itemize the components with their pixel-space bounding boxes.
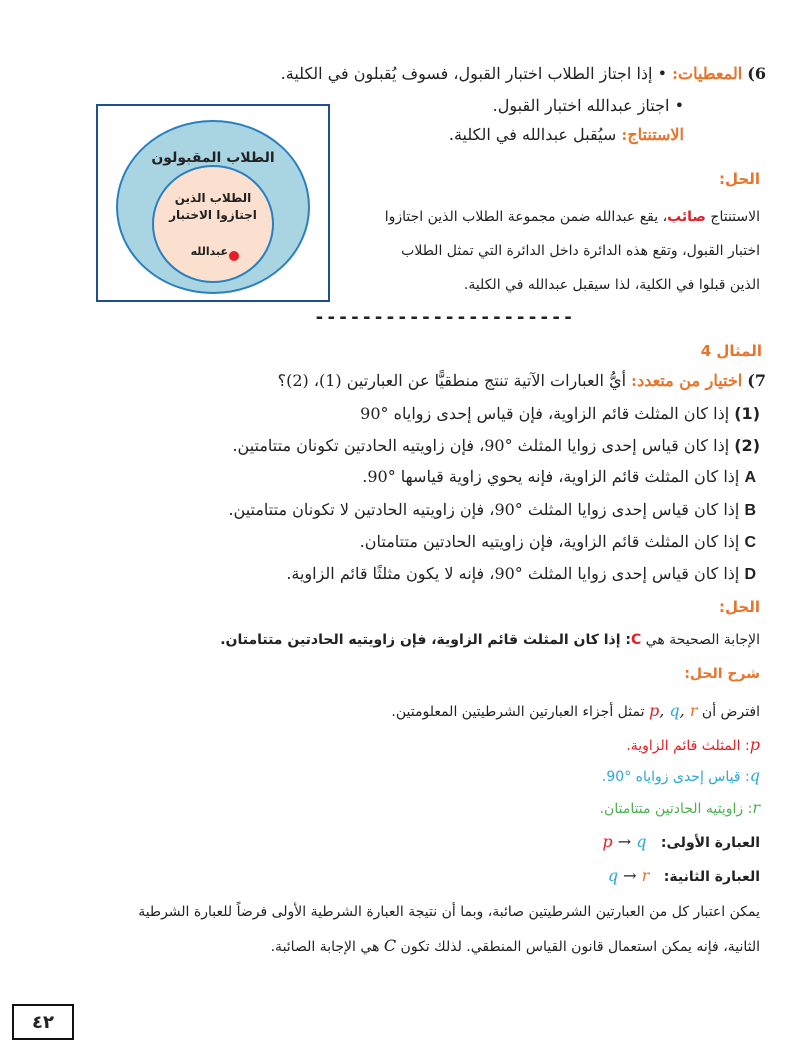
arrow-icon: → [623,866,637,885]
choice-d-text: إذا كان قياس إحدى زوايا المثلث °90، فإنه لا يكون مثلثًا قائم الزاوية. [286,564,740,583]
conclusion-paragraph-line2 [30,936,760,957]
venn-outer-label: الطلاب المقبولون [151,150,275,166]
venn-diagram-frame [96,104,330,302]
example4-mc-label: اختيار من متعدد: [631,371,743,390]
var-r: r [641,866,650,885]
p-definition [626,735,760,756]
para-line2-post: هي الإجابة الصائبة. [270,939,384,955]
q6-number: 6) [747,64,766,83]
assume-line [40,701,760,722]
solution1-heading: الحل: [719,170,760,188]
choice-a-letter: A [744,469,756,486]
var-r: r [689,701,698,720]
q-definition-text: : قياس إحدى زواياه °90. [601,769,750,785]
example4-number: 7) [747,371,766,390]
choice-d-letter: D [744,566,756,583]
r-symbol: r [752,798,760,817]
conclusion-paragraph-line1: يمكن اعتبار كل من العبارتين الشرطيتين صائبة، وبما أن نتيجة العبارة الشرطية الأولى فرضاً للعبارة الشرطية [138,904,760,920]
first-statement [602,832,760,853]
venn-inner-circle [153,166,273,282]
var-q: q [607,866,619,885]
para-line2-pre: الثانية، فإنه يمكن استعمال قانون القياس المنطقي. لذلك تكون [396,939,760,955]
var-q: q [669,701,680,720]
solution1-line1 [340,207,760,227]
venn-point-abdullah [229,251,239,261]
venn-inner-label-line1: الطلاب الذين [174,191,252,205]
second-statement-formula [608,866,650,885]
venn-inner-label [98,190,328,224]
venn-point-label: عبدالله [190,245,228,258]
r-definition [600,798,760,819]
choice-b-text: إذا كان قياس إحدى زوايا المثلث °90، فإن زاويتيه الحادتين لا تكونان متتامتين. [228,500,740,519]
q6-givens-label: المعطيات: [672,64,743,83]
q6-conclusion-label: الاستنتاج: [621,125,684,144]
solution1-line2: اختبار القبول، وتقع هذه الدائرة داخل الدائرة التي تمثل الطلاب [401,243,760,259]
first-statement-formula [602,832,646,851]
q6-given1-line [46,64,766,84]
choice-c [36,532,756,553]
comma: , [679,701,685,720]
example4-question: أيُّ العبارات الآتية تنتج منطقيًّا عن العبارتين (1)، (2)؟ [277,371,627,390]
statement-1-text: إذا كان المثلث قائم الزاوية، فإن قياس إحدى زواياه °90 [360,404,730,423]
solution2-heading: الحل: [719,598,760,616]
second-statement-label: العبارة الثانية: [663,869,760,885]
solution1-line1-post: ، يقع عبدالله ضمن مجموعة الطلاب الذين اجتازوا [384,209,668,225]
explanation-heading: شرح الحل: [684,666,760,682]
choice-c-text: إذا كان المثلث قائم الزاوية، فإن زاويتيه الحادتين متتامتان. [359,532,740,551]
first-statement-label: العبارة الأولى: [660,835,760,851]
statement-2-text: إذا كان قياس إحدى زوايا المثلث °90، فإن زاويتيه الحادتين تكونان متتامتين. [232,436,730,455]
statement-2 [40,436,760,456]
assume-pre: افترض أن [697,704,760,720]
choice-b-letter: B [744,502,756,519]
assume-vars [649,701,698,720]
solution1-line1-pre: الاستنتاج [705,209,760,225]
choice-c-letter: C [744,534,756,551]
p-definition-text: : المثلث قائم الزاوية. [626,738,750,754]
choice-b [36,500,756,521]
q-definition [602,766,760,787]
answer-text: : إذا كان المثلث قائم الزاوية، فإن زاويتيه الحادتين متتامتان. [220,632,632,648]
bullet-icon: • [657,64,667,83]
venn-inner-label-line2: اجتازوا الاختبار [169,208,257,222]
arrow-icon: → [617,832,632,851]
example4-title: المثال 4 [700,342,762,360]
page-number-box [12,1004,74,1040]
statement-1 [40,404,760,424]
r-definition-text: : زاويتيه الحادتين متتامتان. [599,801,753,817]
answer-pre: الإجابة الصحيحة هي [641,632,760,648]
bullet-icon: • [674,96,684,115]
statement-2-number: (2) [734,436,760,455]
q6-given1: إذا اجتاز الطلاب اختبار القبول، فسوف يُقبلون في الكلية. [280,64,653,83]
statement-1-number: (1) [734,404,760,423]
choice-d [36,564,756,585]
assume-post: تمثل أجزاء العبارتين الشرطيتين المعلومتين. [391,704,649,720]
choice-a [36,467,756,488]
correct-answer-line [40,630,760,650]
q6-conclusion: سيُقبل عبدالله في الكلية. [448,125,617,144]
var-q: q [636,832,647,851]
separator-dashes: ---------------------- [314,307,575,328]
var-p: p [602,832,613,851]
solution1-line3: الذين قبلوا في الكلية، لذا سيقبل عبدالله في الكلية. [463,277,760,293]
para-letter: C [383,936,397,955]
q-symbol: q [749,766,760,785]
comma: , [659,701,665,720]
p-symbol: p [749,735,760,754]
solution1-valid-word: صائب [667,209,706,225]
answer-letter: C [631,632,642,648]
example4-question-line [46,371,766,391]
var-p: p [648,701,660,720]
second-statement [608,866,760,887]
choice-a-text: إذا كان المثلث قائم الزاوية، فإنه يحوي زاوية قياسها °90. [362,467,740,486]
q6-given2: اجتاز عبدالله اختبار القبول. [492,96,670,115]
page-number: ٤٢ [32,1011,54,1033]
